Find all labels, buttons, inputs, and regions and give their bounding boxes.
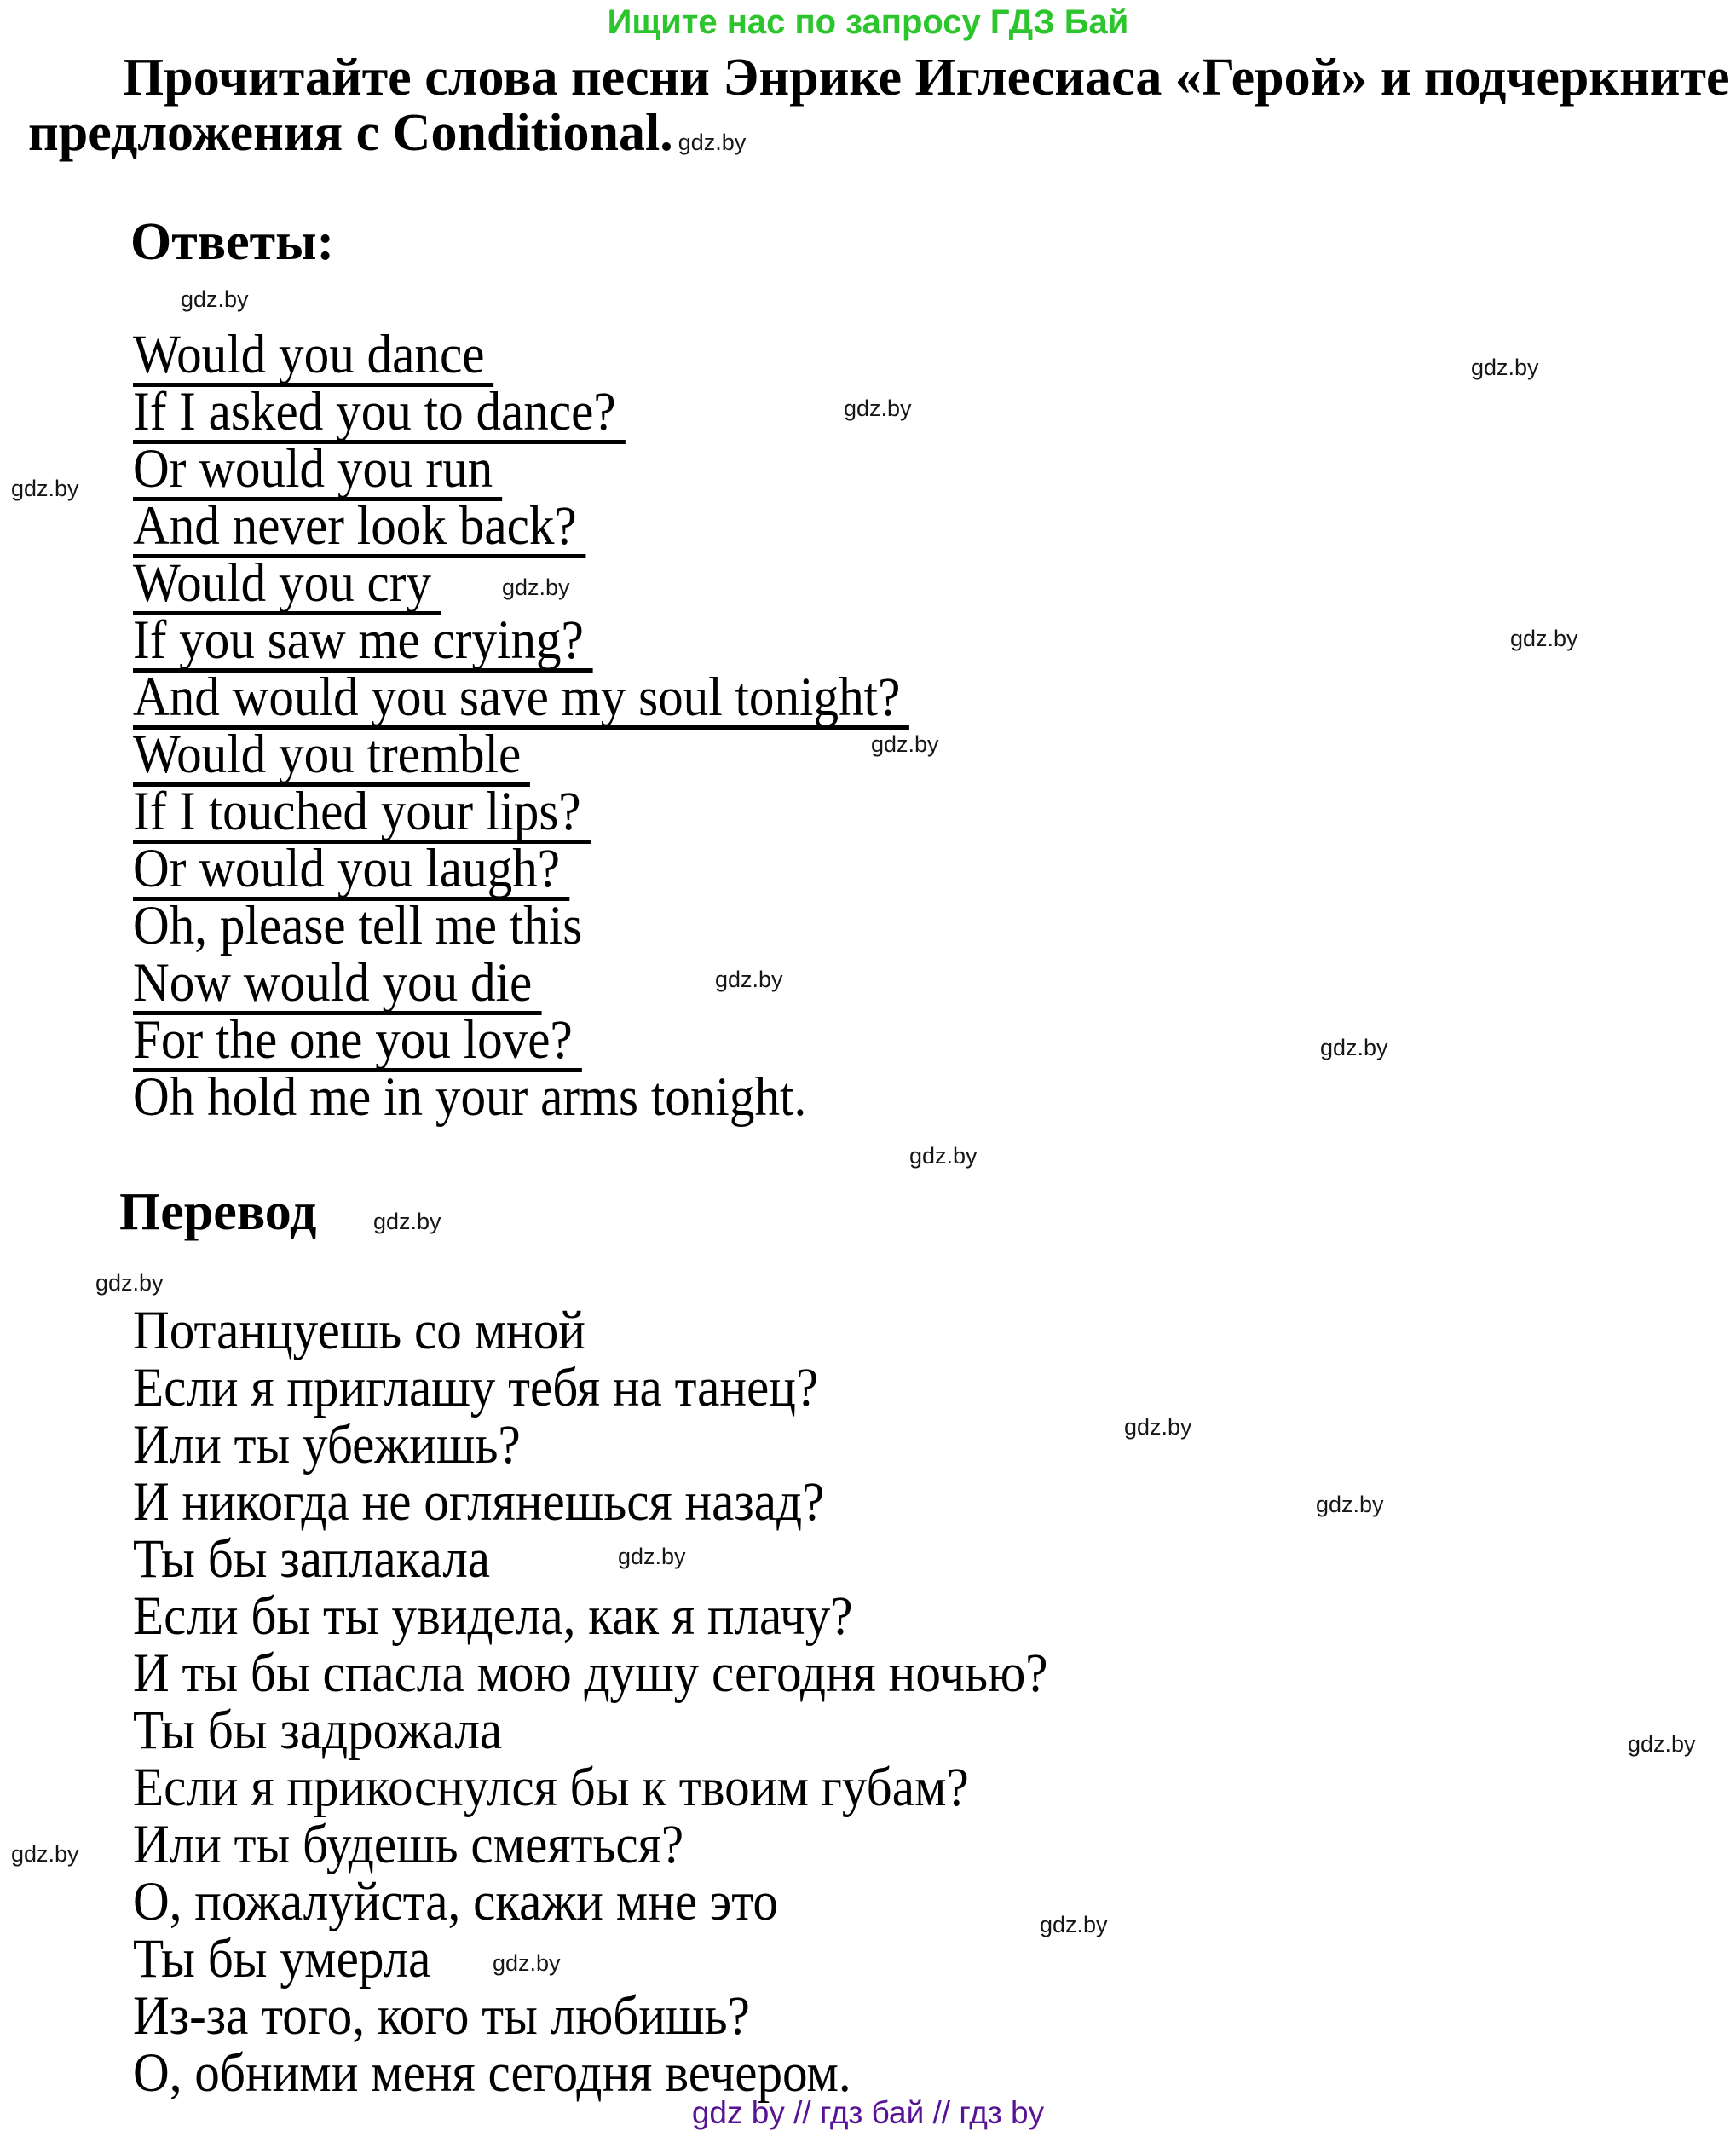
gdz-watermark: gdz.by bbox=[1510, 626, 1578, 651]
gdz-watermark: gdz.by bbox=[1316, 1492, 1384, 1517]
translation-line-text: И никогда не оглянешься назад? bbox=[133, 1471, 825, 1533]
answers-heading: Ответы: bbox=[130, 213, 335, 271]
lyric-line bbox=[133, 1009, 986, 1071]
translation-line-text: Из-за того, кого ты любишь? bbox=[133, 1985, 750, 2047]
lyric-line bbox=[133, 838, 986, 899]
lyric-line-text: If I touched your lips? bbox=[133, 784, 591, 844]
lyric-line-text: Oh, please tell me this bbox=[133, 895, 583, 956]
gdz-watermark: gdz.by bbox=[844, 396, 912, 421]
translation-line-text: И ты бы спасла мою душу сегодня ночью? bbox=[133, 1643, 1048, 1704]
gdz-watermark: gdz.by bbox=[909, 1143, 978, 1169]
translation-line-text: О, пожалуйста, скажи мне это bbox=[133, 1871, 778, 1932]
exercise-title-line2-text: предложения с Conditional. bbox=[28, 104, 673, 162]
translation-line bbox=[133, 1643, 1139, 1704]
translation-line bbox=[133, 1928, 1139, 1989]
translation-line bbox=[133, 1585, 1139, 1647]
lyric-line-text: If you saw me crying? bbox=[133, 613, 593, 673]
lyric-line bbox=[133, 324, 986, 385]
gdz-watermark: gdz.by bbox=[1124, 1414, 1192, 1440]
lyric-line-text: Would you dance bbox=[133, 327, 493, 387]
gdz-watermark: gdz.by bbox=[871, 731, 939, 757]
gdz-watermark: gdz.by bbox=[11, 1841, 79, 1867]
lyric-line-text: Or would you laugh? bbox=[133, 841, 569, 901]
translation-line bbox=[133, 1757, 1139, 1818]
gdz-watermark: gdz.by bbox=[715, 967, 783, 992]
lyric-line bbox=[133, 781, 986, 842]
footer-watermark: gdz by // гдз бай // гдз by bbox=[691, 2095, 1045, 2130]
gdz-watermark: gdz.by bbox=[678, 130, 747, 155]
lyric-line-text: For the one you love? bbox=[133, 1013, 582, 1072]
translation-line bbox=[133, 1300, 1139, 1361]
gdz-watermark: gdz.by bbox=[493, 1950, 561, 1976]
translation-line bbox=[133, 1700, 1139, 1761]
gdz-watermark: gdz.by bbox=[618, 1544, 686, 1569]
translation-line-text: Если бы ты увидела, как я плачу? bbox=[133, 1585, 853, 1647]
translation-line-text: Ты бы заплакала bbox=[133, 1528, 490, 1590]
translation-list bbox=[133, 1300, 1139, 2104]
translation-line bbox=[133, 1871, 1139, 1932]
lyric-line bbox=[133, 1066, 986, 1128]
translation-heading: Перевод bbox=[119, 1183, 317, 1241]
lyric-line-text: Would you cry bbox=[133, 556, 441, 615]
gdz-watermark: gdz.by bbox=[181, 286, 249, 312]
translation-line bbox=[133, 1471, 1139, 1533]
lyrics-list bbox=[133, 324, 986, 1128]
lyric-line bbox=[133, 724, 986, 785]
lyric-line bbox=[133, 952, 986, 1013]
lyric-line-text: If I asked you to dance? bbox=[133, 384, 626, 444]
exercise-title-line2 bbox=[28, 105, 746, 170]
translation-line bbox=[133, 1985, 1139, 2047]
gdz-watermark: gdz.by bbox=[1320, 1035, 1388, 1060]
translation-line bbox=[133, 2042, 1139, 2104]
exercise-title-line1: Прочитайте слова песни Энрике Иглесиаса «Герой» и подчеркните bbox=[123, 49, 1730, 107]
translation-line-text: О, обними меня сегодня вечером. bbox=[133, 2042, 851, 2104]
translation-line-text: Ты бы умерла bbox=[133, 1928, 431, 1989]
lyric-line-text: And would you save my soul tonight? bbox=[133, 670, 909, 730]
lyric-line-text: Or would you run bbox=[133, 442, 502, 501]
translation-line bbox=[133, 1814, 1139, 1875]
translation-line-text: Ты бы задрожала bbox=[133, 1700, 503, 1761]
lyric-line bbox=[133, 667, 986, 728]
lyric-line bbox=[133, 438, 986, 499]
gdz-watermark: gdz.by bbox=[1471, 355, 1539, 380]
translation-line-text: Потанцуешь со мной bbox=[133, 1300, 585, 1361]
lyric-line bbox=[133, 495, 986, 557]
gdz-watermark: gdz.by bbox=[502, 575, 570, 600]
translation-line-text: Или ты будешь смеяться? bbox=[133, 1814, 684, 1875]
gdz-watermark: gdz.by bbox=[95, 1270, 164, 1296]
lyric-line bbox=[133, 609, 986, 671]
lyric-line-text: Now would you die bbox=[133, 956, 541, 1015]
promo-banner-text: Ищите нас по запросу ГДЗ Бай bbox=[607, 3, 1129, 41]
gdz-watermark: gdz.by bbox=[373, 1209, 441, 1234]
lyric-line-text: And never look back? bbox=[133, 499, 586, 558]
translation-line-text: Если я приглашу тебя на танец? bbox=[133, 1357, 819, 1418]
lyric-line-text: Oh hold me in your arms tonight. bbox=[133, 1066, 807, 1128]
translation-line-text: Или ты убежишь? bbox=[133, 1414, 521, 1475]
gdz-watermark: gdz.by bbox=[11, 476, 79, 501]
gdz-watermark: gdz.by bbox=[1040, 1912, 1108, 1937]
gdz-watermark: gdz.by bbox=[1628, 1731, 1696, 1757]
lyric-line bbox=[133, 895, 986, 956]
translation-line-text: Если я прикоснулся бы к твоим губам? bbox=[133, 1757, 969, 1818]
translation-line bbox=[133, 1414, 1139, 1475]
translation-line bbox=[133, 1357, 1139, 1418]
lyric-line-text: Would you tremble bbox=[133, 727, 530, 787]
